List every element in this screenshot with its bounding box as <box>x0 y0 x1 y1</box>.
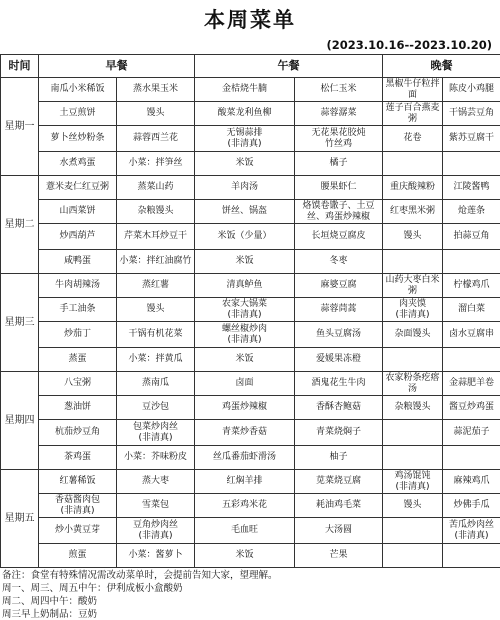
menu-cell: 香酥杏鲍菇 <box>295 396 383 420</box>
menu-cell: 丝瓜番茄虾滑汤 <box>195 446 295 470</box>
table-row <box>1 298 500 322</box>
menu-cell: 米饭（少量） <box>195 224 295 250</box>
table-row <box>1 200 500 224</box>
menu-cell: 小菜：芥味粉皮 <box>117 446 195 470</box>
menu-cell: 雪菜包 <box>117 494 195 518</box>
menu-cell: 五彩鸡米花 <box>195 494 295 518</box>
menu-cell: 柚子 <box>295 446 383 470</box>
menu-cell: 拍蒜豆角 <box>443 224 500 250</box>
menu-cell: 干锅芸豆角 <box>443 102 500 126</box>
menu-cell: 水煮鸡蛋 <box>39 152 117 176</box>
menu-cell: 杂粮馒头 <box>383 396 443 420</box>
table-row <box>1 78 500 102</box>
menu-cell: 苋菜烧豆腐 <box>295 470 383 494</box>
menu-cell: 农家大锅菜 (非清真) <box>195 298 295 322</box>
header-breakfast: 早餐 <box>39 55 195 78</box>
table-row <box>1 176 500 200</box>
menu-cell: 炝莲条 <box>443 200 500 224</box>
menu-cell: 馒头 <box>117 102 195 126</box>
menu-cell: 苦瓜炒肉丝 (非清真) <box>443 518 500 544</box>
menu-cell: 蒜蓉西兰花 <box>117 126 195 152</box>
menu-cell: 葱油饼 <box>39 396 117 420</box>
menu-cell: 莲子百合燕麦粥 <box>383 102 443 126</box>
menu-cell: 爱媛果冻橙 <box>295 348 383 372</box>
menu-cell: 米饭 <box>195 544 295 568</box>
table-row <box>1 322 500 348</box>
menu-cell: 卤水豆腐串 <box>443 322 500 348</box>
menu-cell <box>383 446 443 470</box>
menu-cell: 无锡蒜排 (非清真) <box>195 126 295 152</box>
menu-cell <box>383 518 443 544</box>
menu-cell: 鸡蛋炒辣椒 <box>195 396 295 420</box>
menu-cell: 鸡汤馄饨 (非清真) <box>383 470 443 494</box>
menu-cell <box>383 152 443 176</box>
menu-cell: 无花果花胶炖 竹丝鸡 <box>295 126 383 152</box>
menu-cell: 馒头 <box>383 494 443 518</box>
menu-cell: 蒸菜山药 <box>117 176 195 200</box>
menu-cell: 小菜：拌红油腐竹 <box>117 250 195 274</box>
menu-cell: 重庆酸辣粉 <box>383 176 443 200</box>
menu-cell: 酸菜龙利鱼柳 <box>195 102 295 126</box>
header-row <box>1 55 500 78</box>
menu-cell: 包菜炒肉丝 (非清真) <box>117 420 195 446</box>
menu-cell: 红薯稀饭 <box>39 470 117 494</box>
menu-cell: 花卷 <box>383 126 443 152</box>
menu-cell: 红焖羊排 <box>195 470 295 494</box>
menu-cell: 溜白菜 <box>443 298 500 322</box>
menu-cell: 蒸红薯 <box>117 274 195 298</box>
menu-cell: 芒果 <box>295 544 383 568</box>
menu-cell <box>383 420 443 446</box>
menu-cell: 金桔烧牛腩 <box>195 78 295 102</box>
menu-cell: 冬枣 <box>295 250 383 274</box>
menu-cell: 黑椒牛仔粒拌面 <box>383 78 443 102</box>
menu-table <box>0 54 500 568</box>
table-row <box>1 544 500 568</box>
table-row <box>1 126 500 152</box>
menu-cell: 青菜炒香菇 <box>195 420 295 446</box>
table-row <box>1 372 500 396</box>
menu-cell: 手工油条 <box>39 298 117 322</box>
table-row <box>1 224 500 250</box>
day-label: 星期四 <box>1 372 39 470</box>
menu-cell: 萝卜丝炒粉条 <box>39 126 117 152</box>
menu-cell: 江陵酱鸭 <box>443 176 500 200</box>
table-row <box>1 518 500 544</box>
menu-cell: 松仁玉米 <box>295 78 383 102</box>
menu-cell: 米饭 <box>195 152 295 176</box>
menu-cell <box>383 544 443 568</box>
menu-cell <box>443 544 500 568</box>
menu-body <box>1 78 500 568</box>
menu-cell: 炒茄丁 <box>39 322 117 348</box>
menu-cell <box>443 152 500 176</box>
menu-cell: 耗油鸡毛菜 <box>295 494 383 518</box>
menu-cell: 馒头 <box>117 298 195 322</box>
menu-cell: 土豆煎饼 <box>39 102 117 126</box>
menu-cell: 鱼头豆腐汤 <box>295 322 383 348</box>
menu-cell: 蒸水果玉米 <box>117 78 195 102</box>
menu-cell: 芹菜木耳炒豆干 <box>117 224 195 250</box>
menu-cell: 肉夹馍 (非清真) <box>383 298 443 322</box>
footer-note: 周一、周三、周五中午：伊利成板小盒酸奶 <box>2 580 183 594</box>
table-row <box>1 494 500 518</box>
menu-cell: 柠檬鸡爪 <box>443 274 500 298</box>
menu-cell: 螺丝椒炒肉 (非清真) <box>195 322 295 348</box>
menu-cell: 炒小黄豆芽 <box>39 518 117 544</box>
table-row <box>1 250 500 274</box>
menu-cell: 八宝粥 <box>39 372 117 396</box>
menu-cell: 南瓜小米稀饭 <box>39 78 117 102</box>
day-label: 星期三 <box>1 274 39 372</box>
day-label: 星期一 <box>1 78 39 176</box>
menu-cell: 煎蛋 <box>39 544 117 568</box>
menu-cell: 小菜：酱萝卜 <box>117 544 195 568</box>
menu-cell: 蒜泥茄子 <box>443 420 500 446</box>
menu-cell <box>443 250 500 274</box>
menu-cell: 陈皮小鸡腿 <box>443 78 500 102</box>
menu-cell: 烙馍卷馓子、土豆 丝、鸡蛋炒辣椒 <box>295 200 383 224</box>
footer-note: 周二、周四中午：酸奶 <box>2 593 97 607</box>
table-row <box>1 102 500 126</box>
menu-cell: 长垣烧豆腐皮 <box>295 224 383 250</box>
header-dinner: 晚餐 <box>383 55 500 78</box>
menu-cell: 蒜蓉潺菜 <box>295 102 383 126</box>
header-time: 时间 <box>1 55 39 78</box>
menu-cell: 青菜烧焖子 <box>295 420 383 446</box>
menu-cell <box>383 250 443 274</box>
menu-cell: 山西菜饼 <box>39 200 117 224</box>
table-row <box>1 420 500 446</box>
day-label: 星期五 <box>1 470 39 568</box>
menu-cell: 小菜：拌黄瓜 <box>117 348 195 372</box>
menu-cell: 薏米麦仁红豆粥 <box>39 176 117 200</box>
menu-cell: 杂面馒头 <box>383 322 443 348</box>
menu-cell: 杭茄炒豆角 <box>39 420 117 446</box>
menu-cell: 米饭 <box>195 250 295 274</box>
day-label: 星期二 <box>1 176 39 274</box>
menu-cell: 小菜：拌笋丝 <box>117 152 195 176</box>
menu-cell: 饼丝、锅盔 <box>195 200 295 224</box>
menu-cell: 金蒜肥羊卷 <box>443 372 500 396</box>
menu-cell: 蒸蛋 <box>39 348 117 372</box>
menu-cell: 酱豆炒鸡蛋 <box>443 396 500 420</box>
menu-cell: 馒头 <box>383 224 443 250</box>
menu-cell: 米饭 <box>195 348 295 372</box>
table-row <box>1 396 500 420</box>
menu-cell: 杂粮馒头 <box>117 200 195 224</box>
menu-cell: 橘子 <box>295 152 383 176</box>
table-row <box>1 152 500 176</box>
menu-cell: 毛血旺 <box>195 518 295 544</box>
menu-cell: 炒西葫芦 <box>39 224 117 250</box>
menu-cell: 卤面 <box>195 372 295 396</box>
menu-cell: 咸鸭蛋 <box>39 250 117 274</box>
menu-cell: 香菇酱肉包 (非清真) <box>39 494 117 518</box>
menu-cell <box>443 348 500 372</box>
menu-cell: 牛肉胡辣汤 <box>39 274 117 298</box>
menu-cell: 麻婆豆腐 <box>295 274 383 298</box>
table-row <box>1 470 500 494</box>
menu-cell: 蒸大枣 <box>117 470 195 494</box>
menu-cell: 腰果虾仁 <box>295 176 383 200</box>
menu-cell: 炒佛手瓜 <box>443 494 500 518</box>
menu-cell: 山药大枣白米粥 <box>383 274 443 298</box>
menu-cell: 大汤圆 <box>295 518 383 544</box>
menu-cell: 酒鬼花生牛肉 <box>295 372 383 396</box>
menu-cell <box>383 348 443 372</box>
date-range: (2023.10.16--2023.10.20) <box>326 38 492 52</box>
menu-cell: 农家粉条疙瘩汤 <box>383 372 443 396</box>
footer-note: 周三早上奶制品：豆奶 <box>2 606 97 620</box>
menu-cell: 蒜蓉茼蒿 <box>295 298 383 322</box>
menu-cell: 茶鸡蛋 <box>39 446 117 470</box>
menu-cell: 红枣黑米粥 <box>383 200 443 224</box>
menu-cell: 蒸南瓜 <box>117 372 195 396</box>
menu-cell <box>443 446 500 470</box>
table-row <box>1 446 500 470</box>
menu-cell: 干锅有机花菜 <box>117 322 195 348</box>
footer-remark: 备注：食堂有特殊情况需改动菜单时，会提前告知大家，望理解。 <box>2 567 278 581</box>
menu-cell: 豆角炒肉丝 (非清真) <box>117 518 195 544</box>
page-title: 本周菜单 <box>0 4 500 34</box>
menu-cell: 清真鲈鱼 <box>195 274 295 298</box>
menu-cell: 麻辣鸡爪 <box>443 470 500 494</box>
table-row <box>1 348 500 372</box>
menu-cell: 紫苏豆腐干 <box>443 126 500 152</box>
table-row <box>1 274 500 298</box>
menu-cell: 羊肉汤 <box>195 176 295 200</box>
header-lunch: 午餐 <box>195 55 383 78</box>
menu-cell: 豆沙包 <box>117 396 195 420</box>
